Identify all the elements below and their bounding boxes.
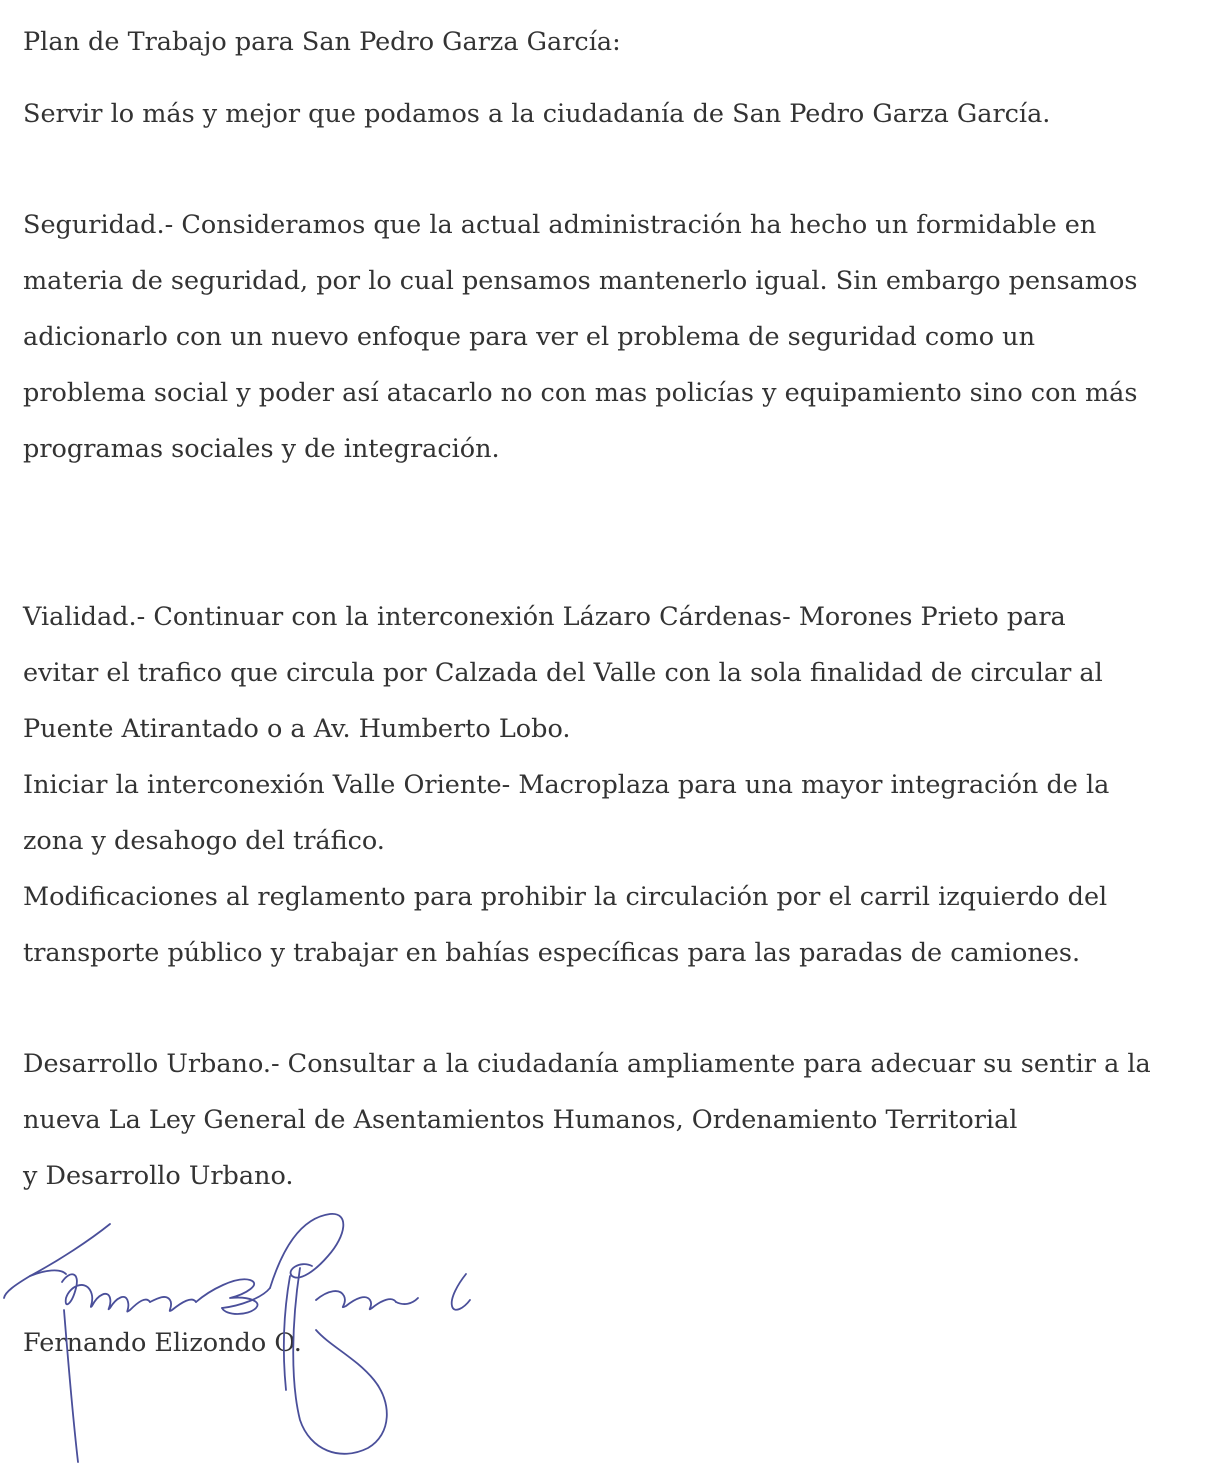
seguridad-line-1: Seguridad.- Consideramos que la actual administración ha hecho un formidable en <box>23 210 1097 240</box>
vialidad-line-5: zona y desahogo del tráfico. <box>23 826 385 856</box>
seguridad-line-3: adicionarlo con un nuevo enfoque para ver el problema de seguridad como un <box>23 322 1036 352</box>
vialidad-line-6: Modificaciones al reglamento para prohibir la circulación por el carril izquierdo del <box>23 882 1108 912</box>
vialidad-line-4: Iniciar la interconexión Valle Oriente- Macroplaza para una mayor integración de la <box>23 770 1110 800</box>
vialidad-line-2: evitar el trafico que circula por Calzada del Valle con la sola finalidad de circular al <box>23 658 1103 688</box>
desarrollo-urbano-line-3: y Desarrollo Urbano. <box>23 1161 294 1191</box>
seguridad-line-4: problema social y poder así atacarlo no con mas policías y equipamiento sino con más <box>23 378 1138 408</box>
desarrollo-urbano-line-2: nueva La Ley General de Asentamientos Humanos, Ordenamiento Territorial <box>23 1105 1018 1135</box>
vialidad-line-3: Puente Atirantado o a Av. Humberto Lobo. <box>23 714 571 744</box>
desarrollo-urbano-line-1: Desarrollo Urbano.- Consultar a la ciudadanía ampliamente para adecuar su sentir a la <box>23 1049 1151 1079</box>
seguridad-line-2: materia de seguridad, por lo cual pensamos mantenerlo igual. Sin embargo pensamos <box>23 266 1138 296</box>
document-title: Plan de Trabajo para San Pedro Garza García: <box>23 27 621 57</box>
vialidad-line-1: Vialidad.- Continuar con la interconexión Lázaro Cárdenas- Morones Prieto para <box>23 602 1066 632</box>
vialidad-line-7: transporte público y trabajar en bahías específicas para las paradas de camiones. <box>23 938 1081 968</box>
seguridad-line-5: programas sociales y de integración. <box>23 434 500 464</box>
mission-statement: Servir lo más y mejor que podamos a la ciudadanía de San Pedro Garza García. <box>23 99 1051 129</box>
handwritten-signature <box>0 1210 520 1482</box>
signer-name: Fernando Elizondo O. <box>23 1328 302 1358</box>
